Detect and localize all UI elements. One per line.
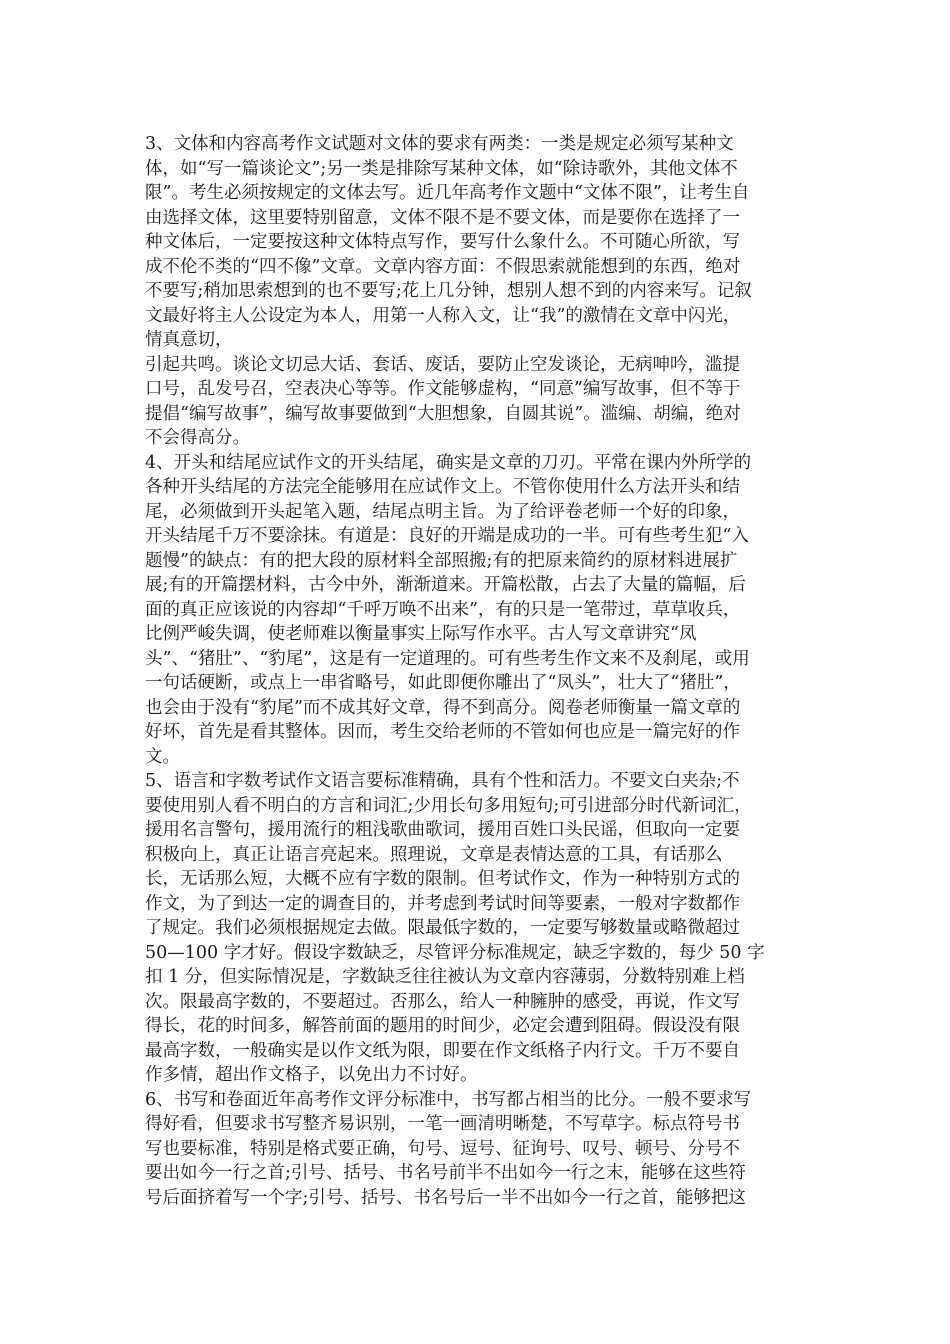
text-line: 体，如“写一篇谈论文”;另一类是排除写某种文体，如“除诗歌外，其他文体不	[145, 158, 738, 179]
text-line: 3、文体和内容高考作文试题对文体的要求有两类：一类是规定必须写某种文	[145, 134, 734, 154]
text-line: 援用名言警句，援用流行的粗浅歌曲歌词，援用百姓口头民谣，但取向一定要	[145, 820, 740, 840]
text-line: 提倡“编写故事”，编写故事要做到“大胆想象，自圆其说”。滥编、胡编，绝对	[145, 403, 741, 424]
text-line: 文。	[145, 746, 180, 767]
text-line: 50—100 字才好。假设字数缺乏，尽管评分标准规定，缺乏字数的，每少 50 字	[145, 942, 765, 963]
text-line: 不会得高分。	[145, 428, 250, 448]
text-line: 要出如今一行之首;引号、括号、书名号前半不出如今一行之末，能够在这些符	[145, 1163, 746, 1183]
text-line: 扣 1 分，但实际情况是，字数缺乏往往被认为文章内容薄弱，分数特别难上档	[145, 967, 745, 987]
document-body	[145, 132, 807, 1210]
text-line: 了规定。我们必须根据规定去做。限最低字数的，一定要写够数量或略微超过	[145, 918, 740, 938]
text-line: 长，无话那么短，大概不应有字数的限制。但考试作文，作为一种特别方式的	[145, 869, 740, 889]
text-line: 面的真正应该说的内容却“千呼万唤不出来”，有的只是一笔带过，草草收兵，	[145, 599, 741, 620]
text-line: 好坏，首先是看其整体。因而，考生交给老师的不管如何也应是一篇完好的作	[145, 722, 740, 742]
text-line: 头”、“猪肚”、“豹尾”，这是有一定道理的。可有些考生作文来不及刹尾，或用	[145, 648, 750, 669]
text-line: 各种开头结尾的方法完全能够用在应试作文上。不管你使用什么方法开头和结	[145, 477, 740, 497]
text-line: 尾，必须做到开头起笔入题，结尾点明主旨。为了给评卷老师一个好的印象，	[145, 501, 740, 522]
text-line: 种文体后，一定要按这种文体特点写作，要写什么象什么。不可随心所欲，写	[145, 232, 740, 252]
text-line: 号后面挤着写一个字;引号、括号、书名号后一半不出如今一行之首，能够把这	[145, 1187, 746, 1208]
text-line: 由选择文体，这里要特别留意，文体不限不是不要文体，而是要你在选择了一	[145, 207, 740, 228]
text-line: 引起共鸣。谈论文切忌大话、套话、废话，要防止空发谈论，无病呻吟，滥提	[145, 354, 740, 375]
text-line: 作多情，超出作文格子，以免出力不讨好。	[145, 1065, 478, 1085]
text-line: 得长，花的时间多，解答前面的题用的时间少，必定会遭到阻碍。假设没有限	[145, 1016, 740, 1036]
text-line: 不要写;稍加思索想到的也不要写;花上几分钟，想别人想不到的内容来写。记叙	[145, 281, 752, 301]
text-line: 要使用别人看不明白的方言和词汇;少用长句多用短句;可引进部分时代新词汇，	[145, 795, 752, 816]
text-line: 成不伦不类的“四不像”文章。文章内容方面：不假思索就能想到的东西，绝对	[145, 256, 741, 277]
text-line: 题慢”的缺点：有的把大段的原材料全部照搬;有的把原来简约的原材料进展扩	[145, 550, 738, 571]
text-line: 写也要标准，特别是格式要正确，句号、逗号、征询号、叹号、顿号、分号不	[145, 1138, 740, 1159]
text-line: 限”。考生必须按规定的文体去写。近几年高考作文题中“文体不限”，让考生自	[145, 183, 750, 203]
text-line: 比例严峻失调，使老师难以衡量事实上际写作水平。古人写文章讲究“凤	[145, 624, 697, 644]
text-line: 6、书写和卷面近年高考作文评分标准中，书写都占相当的比分。一般不要求写	[145, 1089, 752, 1110]
text-line: 展;有的开篇摆材料，古今中外，渐渐道来。开篇松散，占去了大量的篇幅，后	[145, 575, 746, 595]
text-line: 作文，为了到达一定的调查目的，并考虑到考试时间等要素，一般对字数都作	[145, 893, 740, 914]
text-line: 最高字数，一般确实是以作文纸为限，即要在作文纸格子内行文。千万不要自	[145, 1040, 740, 1061]
text-line: 5、语言和字数考试作文语言要标准精确，具有个性和活力。不要文白夹杂;不	[145, 771, 740, 791]
text-line: 积极向上，真正让语言亮起来。照理说，文章是表情达意的工具，有话那么	[145, 844, 723, 865]
text-line: 也会由于没有“豹尾”而不成其好文章，得不到高分。阅卷老师衡量一篇文章的	[145, 697, 741, 718]
text-line: 4、开头和结尾应试作文的开头结尾，确实是文章的刀刃。平常在课内外所学的	[145, 452, 752, 473]
text-line: 文最好将主人公设定为本人，用第一人称入文，让“我”的激情在文章中闪光，	[145, 305, 741, 326]
text-line: 次。限最高字数的，不要超过。否那么，给人一种臃肿的感受，再说，作文写	[145, 991, 740, 1012]
text-line: 一句话硬断，或点上一串省略号，如此即便你雕出了“凤头”，壮大了“猪肚”，	[145, 673, 741, 693]
text-line: 得好看，但要求书写整齐易识别，一笔一画清明晰楚，不写草字。标点符号书	[145, 1114, 740, 1134]
text-line: 情真意切，	[145, 330, 233, 350]
text-line: 开头结尾千万不要涂抹。有道是：良好的开端是成功的一半。可有些考生犯“入	[145, 526, 749, 546]
text-line: 口号，乱发号召，空表决心等等。作文能够虚构，“同意”编写故事，但不等于	[145, 379, 741, 399]
